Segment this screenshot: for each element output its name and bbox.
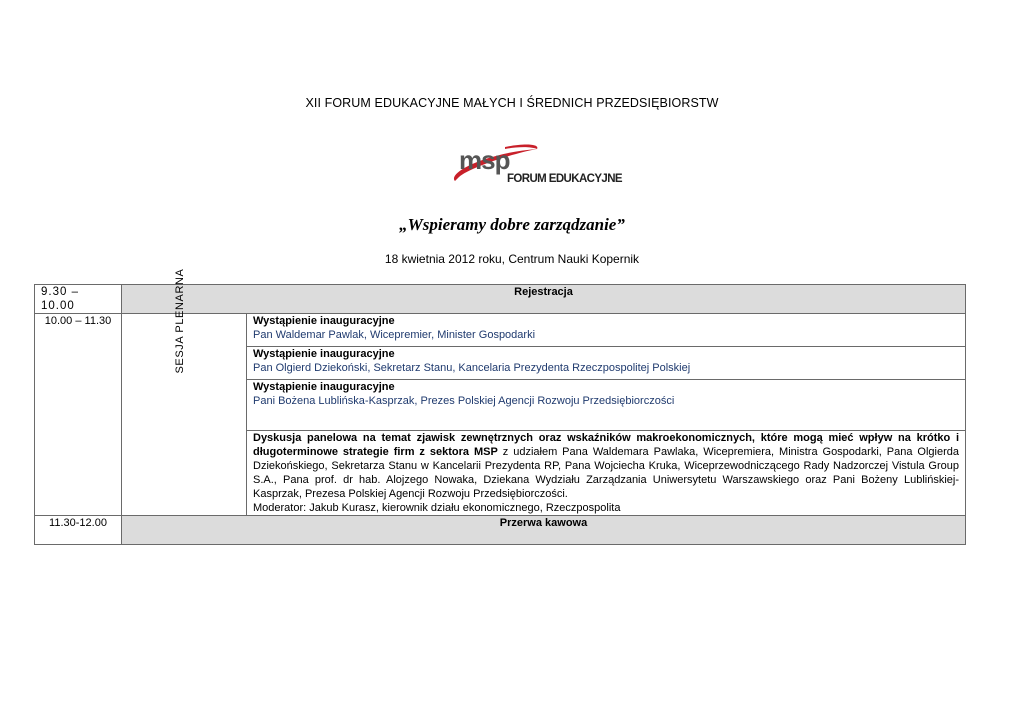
logo-swoosh-upper: [505, 145, 537, 149]
agenda-item-speaker: Pan Waldemar Pawlak, Wicepremier, Minister Gospodarki: [253, 329, 536, 341]
agenda-item-title: Wystąpienie inauguracyjne: [253, 348, 395, 360]
table-row-plenary: [35, 314, 966, 347]
agenda-item: [247, 380, 966, 431]
table-row-coffee-break: [35, 516, 966, 545]
logo-msp-text: msp: [459, 145, 510, 175]
agenda-item-title: Wystąpienie inauguracyjne: [253, 315, 395, 327]
session-label: SESJA PLENARNA: [174, 268, 186, 374]
forum-title: XII FORUM EDUKACYJNE MAŁYCH I ŚREDNICH PRZEDSIĘBIORSTW: [305, 96, 719, 110]
msp-forum-logo: [445, 143, 625, 189]
time-cell: 11.30-12.00: [35, 516, 122, 545]
time-cell: 10.00 – 11.30: [35, 314, 122, 516]
panel-discussion-participants: z udziałem Pana Waldemara Pawlaka, Wicepremiera, Ministra Gospodarki, Pana Olgierda Dziekońskiego, Sekretarza Stanu w Kancelarii Prezydenta RP, Pana Wojciecha Kruka, Wiceprzewodniczącego Rady Nadzorczej Vistula Group S.A., Pana prof. dr hab. Alojzego Nowaka, Dziekana Wydziału Zarządzania Uniwersytetu Warszawskiego oraz Pani Bożeny Lublińskiej-Kasprzak, Prezesa Polskiej Agencji Rozwoju Przedsiębiorczości.: [253, 446, 959, 500]
session-cell: [122, 268, 247, 516]
time-cell: 9.30 – 10.00: [35, 285, 122, 314]
motto: „Wspieramy dobre zarządzanie”: [399, 215, 625, 234]
agenda-item: [247, 314, 966, 347]
agenda-item-speaker: Pani Bożena Lublińska-Kasprzak, Prezes Polskiej Agencji Rozwoju Przedsiębiorczości: [253, 395, 675, 407]
agenda-item: [247, 347, 966, 380]
agenda-item-title: Wystąpienie inauguracyjne: [253, 381, 395, 393]
agenda-item-speaker: Pan Olgierd Dziekoński, Sekretarz Stanu, Kancelaria Prezydenta Rzeczpospolitej Polskiej: [253, 362, 691, 374]
registration-label: Rejestracja: [122, 285, 966, 314]
schedule-table: [34, 268, 966, 545]
coffee-break-label: Przerwa kawowa: [122, 516, 966, 545]
event-date-location: 18 kwietnia 2012 roku, Centrum Nauki Kopernik: [384, 252, 640, 266]
panel-discussion-title: Dyskusja panelowa na temat zjawisk zewnętrznych oraz wskaźników makroekonomicznych, które mogą mieć wpływ na krótko i długoterminowe strategie firm z sektora MSP: [253, 432, 959, 458]
panel-moderator: Moderator: Jakub Kurasz, kierownik działu ekonomicznego, Rzeczpospolita: [253, 502, 621, 514]
panel-discussion: [247, 431, 966, 516]
logo-sub-text: FORUM EDUKACYJNE: [507, 173, 622, 185]
